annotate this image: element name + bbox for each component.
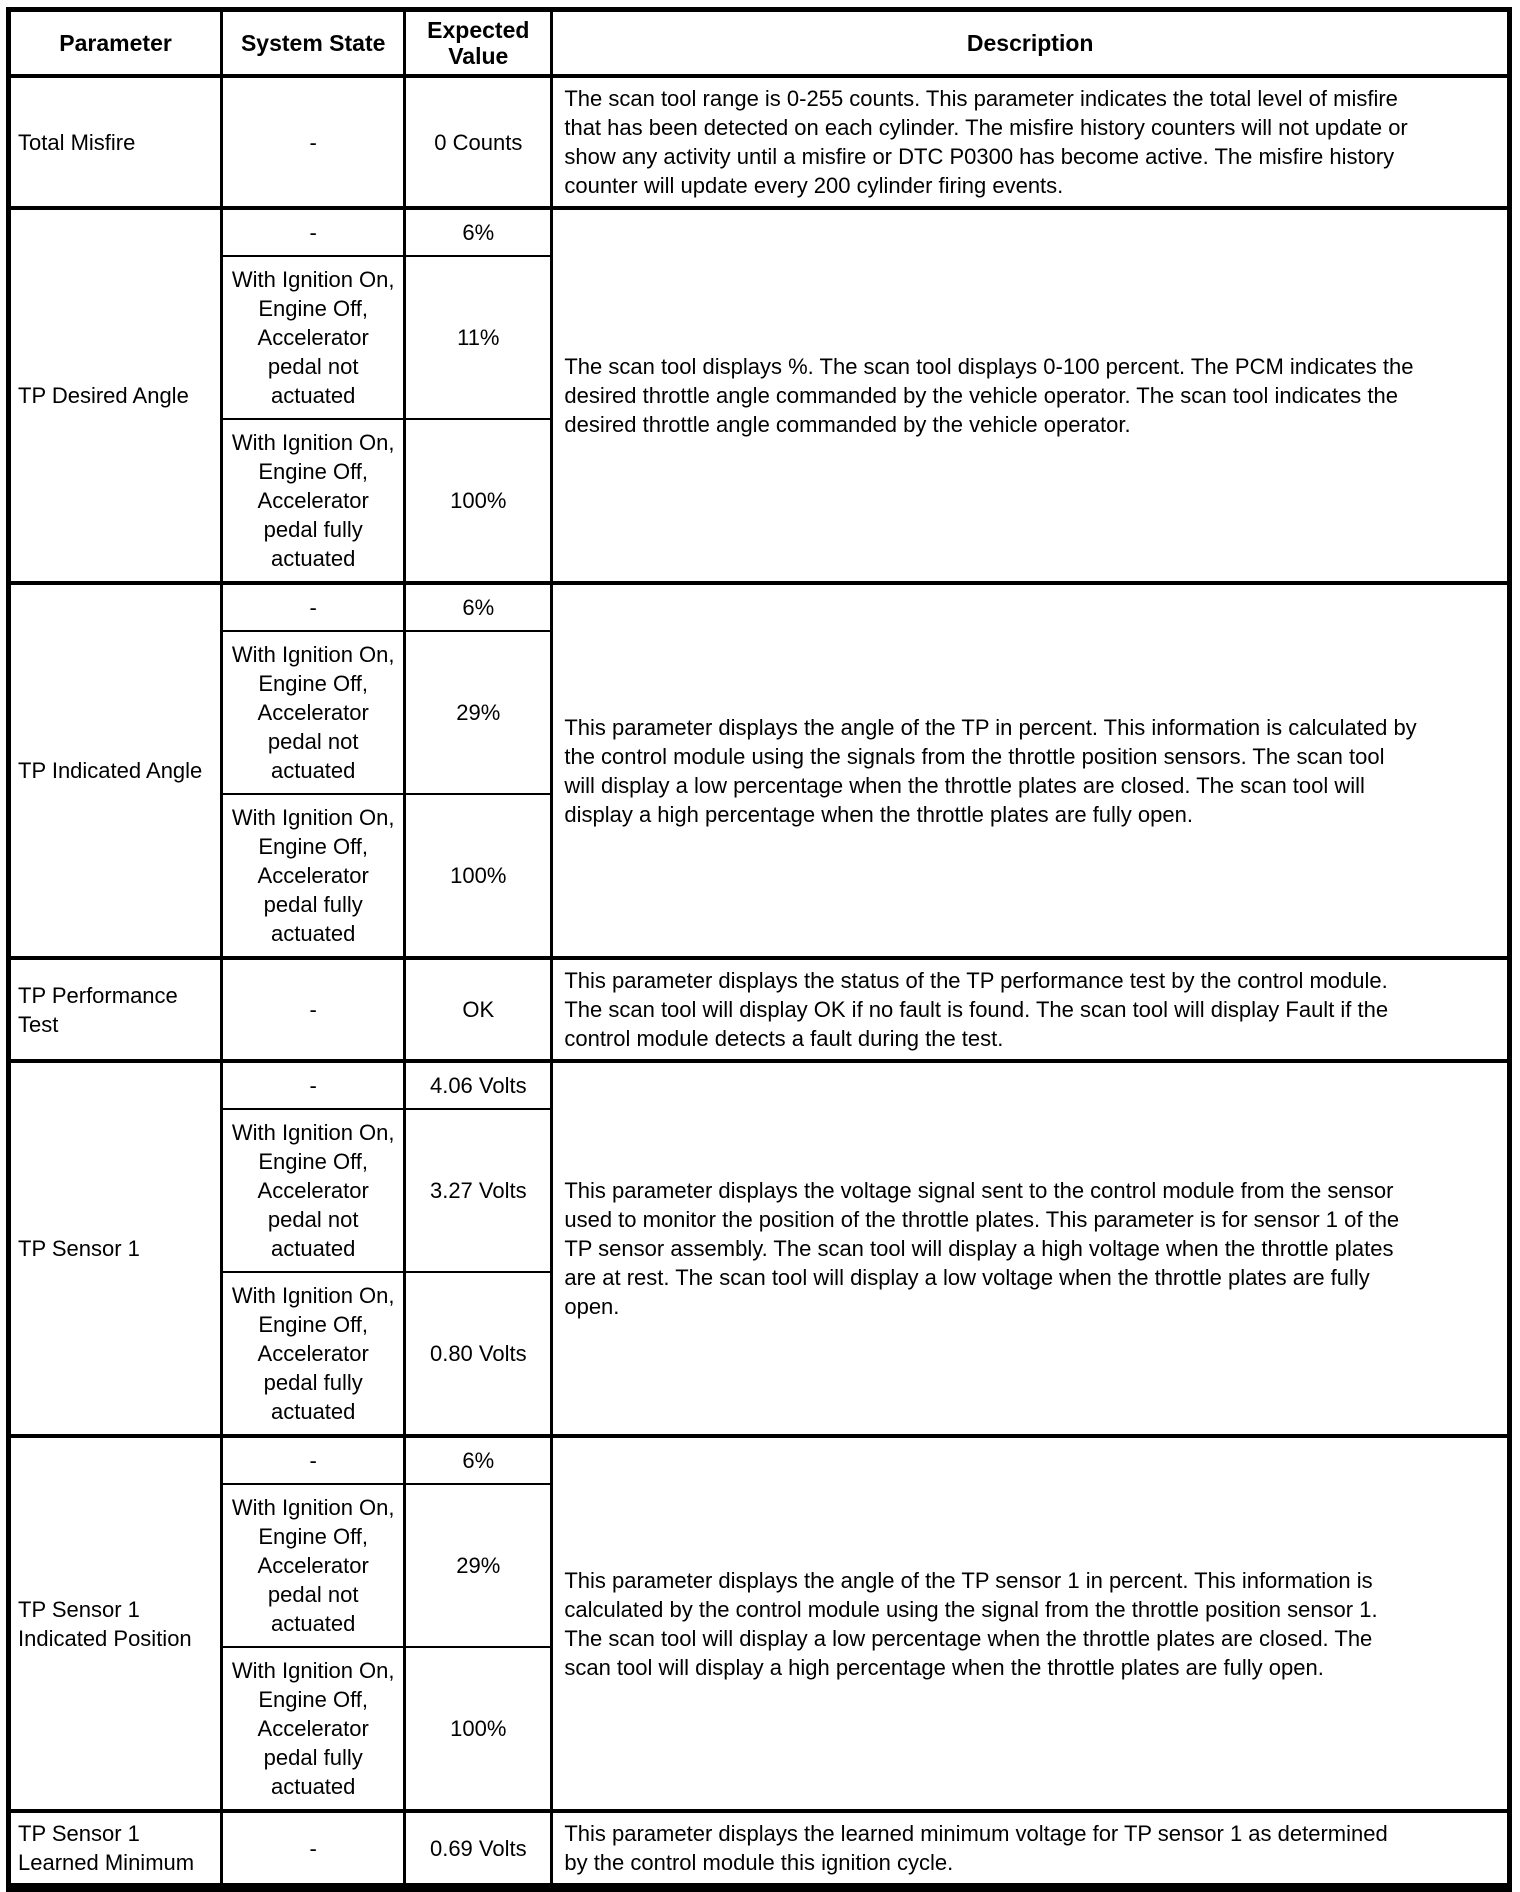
column-header-description: Description xyxy=(552,10,1510,77)
system-state-cell: With Ignition On, Engine Off, Accelerator pedal not actuated xyxy=(222,256,405,419)
table-row xyxy=(9,208,1510,256)
description-cell: The scan tool range is 0-255 counts. This parameter indicates the total level of misfire that has been detected on each cylinder. The misfire history counters will not update or show any activity until a misfire or DTC P0300 has become active. The misfire history counter will update every 200 cylinder firing events. xyxy=(552,76,1510,208)
expected-value-cell: 0.69 Volts xyxy=(405,1811,552,1888)
parameter-cell: TP Sensor 1 xyxy=(9,1061,222,1436)
table-body xyxy=(9,76,1510,1888)
parameter-cell: TP Sensor 1 Learned Minimum xyxy=(9,1811,222,1888)
expected-value-cell: 100% xyxy=(405,1647,552,1811)
expected-value-cell: 11% xyxy=(405,256,552,419)
system-state-cell: With Ignition On, Engine Off, Accelerator pedal not actuated xyxy=(222,1109,405,1272)
expected-value-cell: 29% xyxy=(405,631,552,794)
description-cell: The scan tool displays %. The scan tool displays 0-100 percent. The PCM indicates the desired throttle angle commanded by the vehicle operator. The scan tool indicates the desired throttle angle commanded by the vehicle operator. xyxy=(552,208,1510,583)
parameter-cell: TP Performance Test xyxy=(9,958,222,1061)
expected-value-cell: 0.80 Volts xyxy=(405,1272,552,1436)
parameter-cell: TP Indicated Angle xyxy=(9,583,222,958)
system-state-cell: With Ignition On, Engine Off, Accelerator pedal fully actuated xyxy=(222,794,405,958)
table-row xyxy=(9,1061,1510,1109)
system-state-cell: With Ignition On, Engine Off, Accelerator pedal not actuated xyxy=(222,631,405,794)
system-state-cell: - xyxy=(222,1436,405,1484)
system-state-cell: With Ignition On, Engine Off, Accelerator pedal not actuated xyxy=(222,1484,405,1647)
description-cell: This parameter displays the learned minimum voltage for TP sensor 1 as determined by the control module this ignition cycle. xyxy=(552,1811,1510,1888)
parameter-cell: Total Misfire xyxy=(9,76,222,208)
column-header-expected-value: Expected Value xyxy=(405,10,552,77)
description-cell: This parameter displays the angle of the TP sensor 1 in percent. This information is calculated by the control module using the signal from the throttle position sensor 1. The scan tool will display a low percentage when the throttle plates are closed. The scan tool will display a high percentage when the throttle plates are fully open. xyxy=(552,1436,1510,1811)
parameter-cell: TP Sensor 1 Indicated Position xyxy=(9,1436,222,1811)
table-header xyxy=(9,10,1510,77)
system-state-cell: - xyxy=(222,1061,405,1109)
expected-value-cell: 6% xyxy=(405,583,552,631)
table-row xyxy=(9,958,1510,1061)
parameter-cell: TP Desired Angle xyxy=(9,208,222,583)
expected-value-cell: 6% xyxy=(405,208,552,256)
description-cell: This parameter displays the voltage signal sent to the control module from the sensor used to monitor the position of the throttle plates. This parameter is for sensor 1 of the TP sensor assembly. The scan tool will display a high voltage when the throttle plates are at rest. The scan tool will display a low voltage when the throttle plates are fully open. xyxy=(552,1061,1510,1436)
expected-value-cell: 29% xyxy=(405,1484,552,1647)
description-cell: This parameter displays the status of the TP performance test by the control module. The scan tool will display OK if no fault is found. The scan tool will display Fault if the control module detects a fault during the test. xyxy=(552,958,1510,1061)
system-state-cell: With Ignition On, Engine Off, Accelerator pedal fully actuated xyxy=(222,1272,405,1436)
expected-value-cell: 100% xyxy=(405,419,552,583)
description-cell: This parameter displays the angle of the TP in percent. This information is calculated by the control module using the signals from the throttle position sensors. The scan tool will display a low percentage when the throttle plates are closed. The scan tool will display a high percentage when the throttle plates are fully open. xyxy=(552,583,1510,958)
table-row xyxy=(9,1811,1510,1888)
system-state-cell: With Ignition On, Engine Off, Accelerator pedal fully actuated xyxy=(222,1647,405,1811)
column-header-parameter: Parameter xyxy=(9,10,222,77)
table-row xyxy=(9,76,1510,208)
table-row xyxy=(9,583,1510,631)
system-state-cell: - xyxy=(222,583,405,631)
expected-value-cell: 3.27 Volts xyxy=(405,1109,552,1272)
system-state-cell: - xyxy=(222,76,405,208)
system-state-cell: - xyxy=(222,958,405,1061)
expected-value-cell: 100% xyxy=(405,794,552,958)
expected-value-cell: OK xyxy=(405,958,552,1061)
header-row xyxy=(9,10,1510,77)
scan-tool-data-table xyxy=(6,7,1512,1892)
system-state-cell: With Ignition On, Engine Off, Accelerator pedal fully actuated xyxy=(222,419,405,583)
system-state-cell: - xyxy=(222,1811,405,1888)
expected-value-cell: 4.06 Volts xyxy=(405,1061,552,1109)
expected-value-cell: 0 Counts xyxy=(405,76,552,208)
column-header-system-state: System State xyxy=(222,10,405,77)
expected-value-cell: 6% xyxy=(405,1436,552,1484)
system-state-cell: - xyxy=(222,208,405,256)
table-row xyxy=(9,1436,1510,1484)
